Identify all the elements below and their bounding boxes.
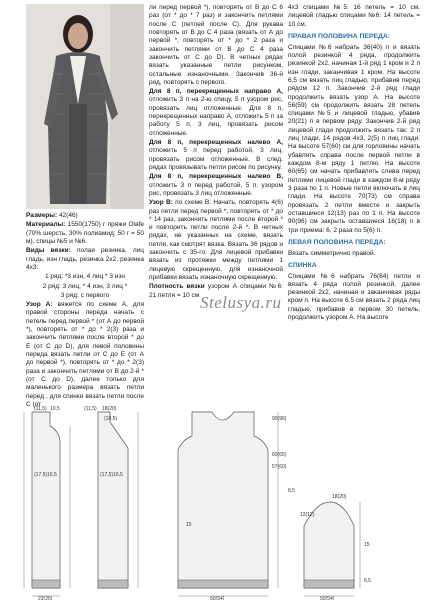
cross-a-text: отложить 3 п на 2-ю спицу, 5 п узором рис, провязать лиц отложенные. Для 8 п, перекрещенных направо А, отложить 5 п за работу 5 п, 3 лиц, провязать рисом отложенные.	[149, 96, 283, 137]
dim-label: 50(54)	[320, 596, 335, 600]
column-middle	[149, 4, 283, 301]
cross-left-a-label: Для 8 п, перекрещенных налево А,	[149, 139, 283, 146]
schematic-drawing	[10, 406, 415, 600]
dim-label: 18(20)	[102, 406, 117, 412]
materials-text: 1550(1750) г пряжи Olafe (70% шерсть, 30% полиамид; 50 г = 50 м), спицы №5 и №6.	[26, 221, 144, 245]
heading-left-front: ЛЕВАЯ ПОЛОВИНА ПЕРЕДА:	[288, 238, 386, 246]
dim-label: (17,5)16,5	[100, 472, 123, 478]
cross-left-a-text: отложить 5 п перед работой, 3 лиц, провязать рисом отложенные. В след. рядах провязывать петли рисом по рисунку.	[149, 147, 283, 171]
dim-label: 15	[364, 542, 370, 548]
pattern-b-label: Узор В:	[149, 199, 173, 207]
dim-label: 8,5	[288, 488, 295, 494]
dim-label: 6,5	[364, 578, 371, 584]
dim-label: 18(20)	[332, 494, 347, 500]
sizes-value: 42(46)	[58, 212, 78, 219]
heading-back: СПИНКА	[288, 261, 317, 269]
column-right	[288, 4, 420, 323]
front-piece-shape	[98, 412, 128, 588]
back-piece-shape	[178, 412, 268, 588]
dim-label: 50(54)	[210, 596, 225, 600]
heading-right-front: ПРАВАЯ ПОЛОВИНА ПЕРЕДА:	[288, 32, 391, 40]
cross-a-label: Для 8 п, перекрещенных направо А,	[149, 88, 283, 96]
dim-label: (17,5)16,5	[34, 472, 57, 478]
dim-label: 15	[186, 522, 192, 528]
materials-label: Материалы:	[26, 221, 66, 229]
back-text: Спицами №6 набрать 76(84) петли и вязать 4 ряда полой резинкой, далее резинкой 2х2, начиная и заканчивая ряды кром п. На высоте 6,5 см вязать 2 ряда лиц гладью, прибавив в первом 30 петель, продолжить узором А. На высоте	[288, 272, 420, 322]
dim-label: 12(12)	[300, 512, 315, 518]
patterns-text: полая резинка, лиц гладь, изн гладь, резинка 2х2, резинка 4х3:	[26, 247, 144, 271]
front-piece-shape	[32, 412, 60, 588]
dim-label: (11,5)	[84, 406, 97, 412]
cross-left-b-text: отложить 3 п перед работой, 5 п. узором рис, провязать 3 лиц отложенные.	[149, 181, 283, 197]
pattern-a-text: вяжется по схеме А, для правой стороны переда начать с петель перед первой * (от А до первой *), повторять от * до * 2(3) раза и закончить петлями после второй * до Е (от С до D), для левой половины переда вязать петли от С до Е (от А до первой *), повторять от * до * 2(3) раза и закончить петлями от В до 2-й * (от С до D), далее только для маленького размера вязать петли перед , для спинки вязать петли после С (от	[26, 301, 144, 408]
pattern-a-label: Узор А:	[26, 301, 53, 309]
model-photo	[26, 4, 144, 209]
dim-label: (11,5)	[34, 406, 47, 412]
dim-label: 10,5	[50, 406, 60, 412]
dim-label: (10,5)	[104, 416, 118, 422]
watermark: Stelusya.ru	[200, 293, 282, 312]
rib-row-1: 1 ряд: *3 изн, 4 лиц * 3 изн	[45, 273, 125, 281]
dim-label: 23(25)	[38, 596, 53, 600]
right-text-0: 4х3 спицами №5: 16 петель = 10 см, лицевой гладью спицами №6: 14 петель = 10 см.	[288, 4, 420, 28]
density-label: Плотность вязки	[149, 283, 205, 291]
dim-label: 90(96)	[272, 416, 287, 422]
pattern-schematic	[10, 406, 415, 600]
right-front-text: Спицами №6 набрать 36(40) п и вязать полой резинкой 4 ряда, продолжить резинкой 2х2, начиная 1-й ряд 1 кром и 2 п изн глади, заканчивая 1 кром. На высоте 6,5 см вязать лиц гладью, прибавив перед рядом 12 п. Закончив 2-й ряд глади продолжить вязать узор А. На высоте 56(59) см продолжить вязать 28 петель спицами №5 и лицевой гладью, убавив 20(21) п в первом ряду. Закончив 2-й ряд лицевой глади продолжить вязать так: 2 п лиц глади, 14 рядов 4х3, 2(5) п лиц глади. На высоте 57(60) см для горловины начать убавлять справа после первой петли в каждом 8-м ряду 1 петлю. На высоте 60(65) см начать прибавлять слева перед петлями лицевой глади в каждом 8-м ряду 3 раза по 1 п. Новые петли включать в лиц глади. На высоте 70(73) см справа провязать 2 петли вместе и закрыть оставшиеся 12(13) раз по 1 п. На высоте 90(96) см закрыть оставшиеся 16(18) п в три приема: 6, 2 раза по 5(6) п.	[288, 43, 420, 234]
density-text: узором А спицами №6: 21 петля = 10 см	[149, 283, 283, 299]
middle-text-1: ли перед первой *), повторять от В до С 6 раз (от * до * 7 раз) и закончить петлями после С (петлей после С). Для рукава повторять от В до С 4 раза (вязать от А до первой *, повторять от * до * 2 раза и закончить петлями от В до С 4 раза закончить от С до D). В четных рядах вязать указанные петли рисунком, остальные изнаночными. Закончив 36-й ряд, повторять с первого.	[149, 4, 283, 86]
dim-label: 57(60)	[272, 464, 287, 470]
rib-row-3: 3 ряд: с первого	[60, 291, 110, 299]
patterns-label: Виды вязки:	[26, 247, 71, 255]
rib-row-2: 2 ряд: 3 лиц, * 4 изн, 3 лиц *	[42, 282, 128, 290]
left-front-text: Вязать симметрично правой.	[288, 249, 376, 257]
sizes-label: Размеры:	[26, 212, 58, 219]
dim-label: 60(65)	[272, 452, 287, 458]
cross-left-b-label: Для 8 п, перекрещенных налево В,	[149, 173, 283, 181]
column-left	[26, 212, 144, 410]
model-photo-illustration	[26, 4, 144, 209]
pattern-b-text: по схеме В. Начать, повторять 4(6) раз петли перед первой *, повторять от * до * 14 раз, закончить петлями после второй * и повторить петли после 2-й *. В четных рядах, не указанных на схеме, вязать петли, как смотрят вязка. Вязать 36 рядов и закончить с 35-го. Для лицевой прибавки вязать из протяжки между петлями 1 лицевую скрещенную, для изнаночной прибавки вязать изнаночную скрещенную.	[149, 199, 283, 281]
